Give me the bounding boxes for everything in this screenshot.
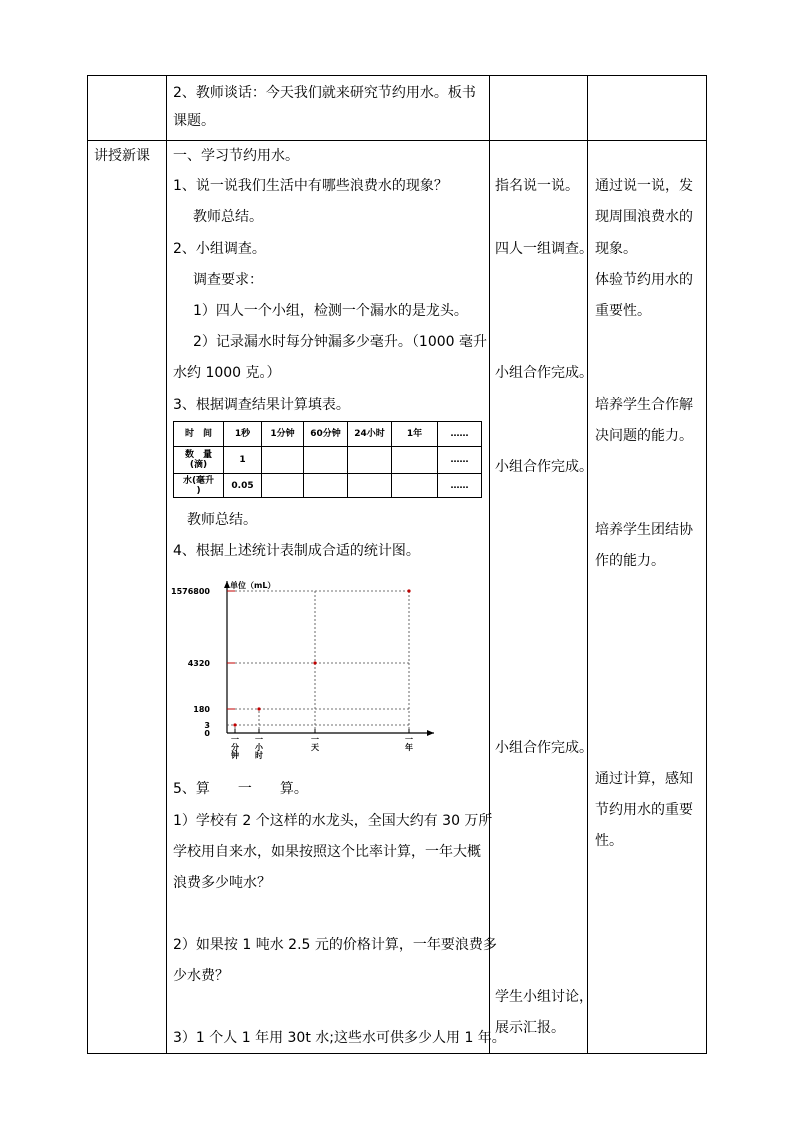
- question-3: 3、根据调查结果计算填表。: [173, 397, 350, 413]
- data-point: [257, 707, 260, 710]
- data-point: [407, 589, 410, 592]
- question-2-requirements: 调查要求：: [193, 272, 263, 288]
- row-label-drops: 数 量 (滴): [174, 447, 224, 474]
- activity-6-line-2: 展示汇报。: [495, 1020, 565, 1036]
- header-cell: 60分钟: [304, 422, 348, 447]
- x-tick-label: 分: [231, 743, 239, 752]
- table-border-top: [87, 75, 707, 76]
- problem-1-line-3: 浪费多少吨水？: [173, 875, 271, 891]
- row-label-water: 水(毫升 ): [174, 474, 224, 498]
- x-tick-label: 年: [405, 743, 413, 752]
- heading-learn: 一、学习节约用水。: [173, 148, 299, 164]
- table-cell: 0.05: [224, 474, 262, 498]
- header-cell: 1秒: [224, 422, 262, 447]
- activity-1: 指名说一说。: [495, 178, 579, 194]
- header-cell: 1年: [392, 422, 438, 447]
- question-4: 4、根据上述统计表制成合适的统计图。: [173, 543, 420, 559]
- intro-line-1: 2、教师谈话：今天我们就来研究节约用水。板书: [173, 85, 476, 101]
- x-tick-label: 一: [255, 735, 263, 744]
- table-col-divider-3: [587, 75, 588, 1054]
- survey-drops-row: [174, 447, 482, 474]
- table-cell: [304, 447, 348, 474]
- y-tick-label: 1576800: [171, 587, 210, 596]
- y-tick-label: 0: [204, 729, 210, 738]
- purpose-1-line-3: 现象。: [595, 241, 637, 257]
- table-border-left: [87, 75, 88, 1054]
- water-leak-chart: [172, 575, 442, 760]
- purpose-4-line-1: 通过计算，感知: [595, 771, 693, 787]
- purpose-1-line-1: 通过说一说，发: [595, 178, 693, 194]
- section-label: 讲授新课: [94, 148, 150, 164]
- table-cell: [262, 474, 304, 498]
- x-tick-label: 时: [255, 751, 263, 760]
- purpose-1-line-2: 现周围浪费水的: [595, 209, 693, 225]
- table-cell: ……: [438, 474, 482, 498]
- question-2-req-2a: 2）记录漏水时每分钟漏多少毫升。（1000 毫升: [193, 334, 487, 350]
- survey-table: [173, 421, 482, 498]
- x-axis-arrow: [427, 730, 434, 736]
- table-cell: 1: [224, 447, 262, 474]
- table-cell: [304, 474, 348, 498]
- survey-header-row: [174, 422, 482, 447]
- question-1: 1、说一说我们生活中有哪些浪费水的现象？: [173, 178, 448, 194]
- purpose-4-line-3: 性。: [595, 833, 623, 849]
- table-border-bottom: [87, 1053, 707, 1054]
- question-5: 5、算 一 算。: [173, 781, 308, 797]
- y-axis-label: 单位（mL）: [230, 581, 276, 590]
- table-cell: [392, 474, 438, 498]
- purpose-1-line-5: 重要性。: [595, 303, 651, 319]
- problem-1-line-2: 学校用自来水，如果按照这个比率计算，一年大概: [173, 844, 481, 860]
- activity-2: 四人一组调查。: [495, 241, 593, 257]
- purpose-1-line-4: 体验节约用水的: [595, 272, 693, 288]
- question-2: 2、小组调查。: [173, 241, 266, 257]
- purpose-3-line-2: 作的能力。: [595, 553, 665, 569]
- header-cell: 1分钟: [262, 422, 304, 447]
- problem-2-line-2: 少水费？: [173, 968, 229, 984]
- table-cell: [348, 447, 392, 474]
- x-tick-label: 一: [405, 735, 413, 744]
- x-tick-label: 钟: [231, 751, 239, 760]
- x-tick-label: 一: [231, 735, 239, 744]
- purpose-4-line-2: 节约用水的重要: [595, 802, 693, 818]
- problem-3: 3）1 个人 1 年用 30t 水;这些水可供多少人用 1 年。: [173, 1030, 506, 1046]
- table-cell: ……: [438, 447, 482, 474]
- y-tick-label: 3: [204, 721, 210, 730]
- activity-3: 小组合作完成。: [495, 365, 593, 381]
- problem-1-line-1: 1）学校有 2 个这样的水龙头，全国大约有 30 万所: [173, 813, 493, 829]
- question-3-note: 教师总结。: [187, 512, 257, 528]
- y-tick-label: 4320: [187, 659, 210, 668]
- x-tick-label: 天: [311, 743, 319, 752]
- activity-4: 小组合作完成。: [495, 459, 593, 475]
- survey-water-row: [174, 474, 482, 498]
- table-col-divider-2: [489, 75, 490, 1054]
- activity-5: 小组合作完成。: [495, 740, 593, 756]
- purpose-2-line-2: 决问题的能力。: [595, 428, 693, 444]
- purpose-3-line-1: 培养学生团结协: [595, 522, 693, 538]
- x-tick-label: 一: [311, 735, 319, 744]
- data-point: [313, 661, 316, 664]
- table-cell: [348, 474, 392, 498]
- header-cell: 24小时: [348, 422, 392, 447]
- purpose-2-line-1: 培养学生合作解: [595, 397, 693, 413]
- table-col-divider-1: [166, 75, 167, 1054]
- table-border-right: [706, 75, 707, 1054]
- problem-2-line-1: 2）如果按 1 吨水 2.5 元的价格计算，一年要浪费多: [173, 937, 497, 953]
- intro-line-2: 课题。: [173, 113, 215, 129]
- header-cell: 时 间: [174, 422, 224, 447]
- y-tick-label: 180: [193, 705, 210, 714]
- table-row-divider: [87, 140, 707, 141]
- header-cell: ……: [438, 422, 482, 447]
- table-cell: [392, 447, 438, 474]
- question-2-req-1: 1）四人一个小组，检测一个漏水的是龙头。: [193, 303, 468, 319]
- data-point: [233, 723, 236, 726]
- table-cell: [262, 447, 304, 474]
- x-tick-label: 小: [255, 743, 263, 752]
- question-2-req-2b: 水约 1000 克。）: [173, 365, 281, 381]
- activity-6-line-1: 学生小组讨论，: [495, 989, 593, 1005]
- question-1-note: 教师总结。: [193, 209, 263, 225]
